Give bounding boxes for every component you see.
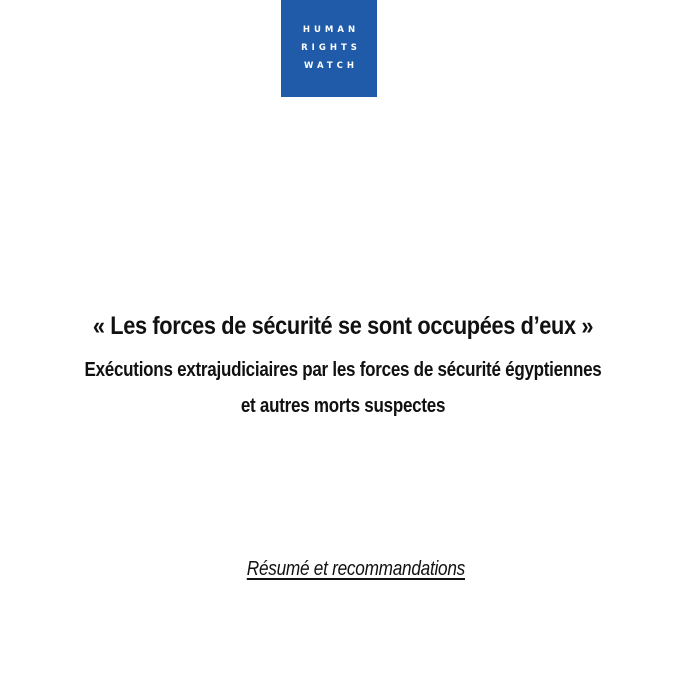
logo-line-human: HUMAN — [302, 25, 360, 35]
document-subtitle — [51, 352, 634, 424]
section-heading: Résumé et recommandations — [246, 558, 465, 580]
logo-line-rights: RIGHTS — [301, 43, 361, 53]
subtitle-line-1: Exécutions extrajudiciaires par les forces de sécurité égyptiennes — [84, 359, 602, 381]
document-title: « Les forces de sécurité se sont occupées d’eux » — [92, 312, 594, 340]
logo-line-watch: WATCH — [303, 61, 359, 71]
subtitle-line-2: et autres morts suspectes — [240, 395, 446, 417]
hrw-logo — [281, 0, 377, 97]
